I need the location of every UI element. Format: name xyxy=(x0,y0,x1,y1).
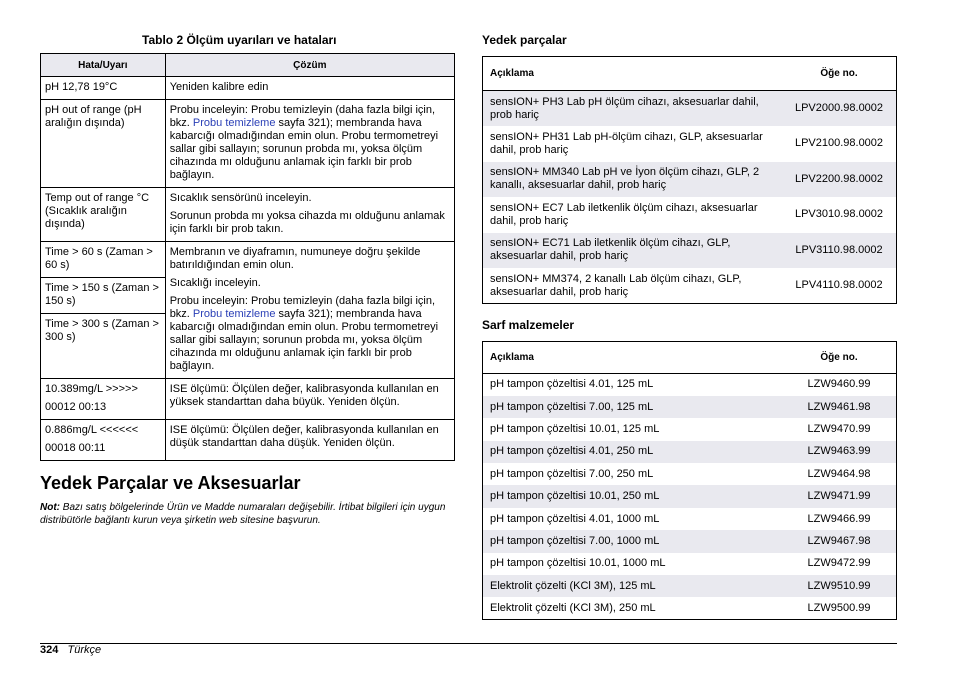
item-number-cell: LPV3010.98.0002 xyxy=(794,208,884,221)
table-row xyxy=(483,508,897,530)
item-number-cell: LZW9463.99 xyxy=(782,441,897,463)
error-cell xyxy=(41,420,166,461)
error-cell: Time > 60 s (Zaman > 60 s) xyxy=(41,242,165,278)
description-cell: pH tampon çözeltisi 7.00, 125 mL xyxy=(483,396,783,418)
description-cell: pH tampon çözeltisi 10.01, 250 mL xyxy=(483,485,783,507)
item-number-cell: LPV3110.98.0002 xyxy=(782,233,897,269)
error-timestamp: 00018 00:11 xyxy=(45,442,106,454)
column-header-description: Açıklama xyxy=(483,57,783,91)
table-row xyxy=(483,597,897,619)
table-row xyxy=(41,420,455,461)
table-row xyxy=(41,379,455,420)
column-header-item-no: Öğe no. xyxy=(782,57,897,91)
table-row xyxy=(483,485,897,507)
item-number-cell: LPV2200.98.0002 xyxy=(782,162,897,198)
error-cell: Time > 300 s (Zaman > 300 s) xyxy=(45,318,159,343)
spare-parts-title: Yedek parçalar xyxy=(482,33,567,47)
item-number-cell: LZW9467.98 xyxy=(782,530,897,552)
table-row xyxy=(483,233,897,269)
item-number-cell: LPV4110.98.0002 xyxy=(795,279,883,291)
solution-text: Probu inceleyin: Probu temizleyin (daha fazla bilgi için, bkz. xyxy=(169,104,436,129)
table-row xyxy=(483,91,897,127)
table-caption: Tablo 2 Ölçüm uyarıları ve hataları xyxy=(142,33,337,47)
description-cell: pH tampon çözeltisi 10.01, 1000 mL xyxy=(490,557,666,570)
errors-table xyxy=(40,53,455,461)
table-header-row xyxy=(483,342,897,374)
description-cell: pH tampon çözeltisi 7.00, 1000 mL xyxy=(483,530,783,552)
solution-cell xyxy=(165,100,454,188)
item-number-cell: LZW9464.98 xyxy=(807,467,871,480)
table-row xyxy=(483,162,897,198)
table-header-row xyxy=(41,54,455,77)
description-cell: pH tampon çözeltisi 7.00, 250 mL xyxy=(490,467,654,480)
item-number-cell: LPV2000.98.0002 xyxy=(782,91,897,127)
description-cell: sensION+ PH3 Lab pH ölçüm cihazı, aksesuarlar dahil, prob hariç xyxy=(483,91,783,127)
item-number-cell: LZW9470.99 xyxy=(807,422,871,435)
description-cell: sensION+ EC71 Lab iletkenlik ölçüm cihazı, GLP, aksesuarlar dahil, prob hariç xyxy=(483,233,783,269)
solution-cell: Yeniden kalibre edin xyxy=(165,77,454,100)
table-row xyxy=(483,418,897,440)
description-cell: sensION+ MM374, 2 kanallı Lab ölçüm cihazı, GLP, aksesuarlar dahil, prob hariç xyxy=(490,272,742,298)
item-number-cell: LPV2100.98.0002 xyxy=(794,137,884,150)
item-number-cell: LZW9500.99 xyxy=(807,601,871,614)
solution-text xyxy=(170,295,450,373)
column-header-solution: Çözüm xyxy=(165,54,454,77)
table-row xyxy=(483,530,897,552)
solution-text: Sıcaklık sensörünü inceleyin. xyxy=(169,192,312,204)
error-cell xyxy=(41,379,166,420)
table-row xyxy=(483,126,897,162)
table-row xyxy=(41,100,455,188)
description-cell: sensION+ EC7 Lab iletkenlik ölçüm cihazı, aksesuarlar dahil, prob hariç xyxy=(490,201,758,227)
solution-text: Membranın ve diyaframın, numuneye doğru şekilde batırıldığından emin olun. xyxy=(169,246,421,271)
description-cell: Elektrolit çözelti (KCl 3M), 125 mL xyxy=(483,575,783,597)
description-cell: pH tampon çözeltisi 4.01, 250 mL xyxy=(483,441,783,463)
error-cell: pH out of range (pH aralığın dışında) xyxy=(41,100,166,188)
consumables-title: Sarf malzemeler xyxy=(482,318,575,332)
item-number-cell: LZW9510.99 xyxy=(782,575,897,597)
error-timestamp: 00012 00:13 xyxy=(45,401,107,413)
solution-cell: ISE ölçümü: Ölçülen değer, kalibrasyonda kullanılan en düşük standarttan daha düşük. Yeniden ölçün. xyxy=(165,420,454,461)
note-text: Bazı satış bölgelerinde Ürün ve Madde numaraları değişebilir. İrtibat bilgileri için uygun distribütörle bağlantı kurun veya şirketin web sitesine başvurun. xyxy=(40,502,446,526)
table-row xyxy=(483,441,897,463)
solution-cell xyxy=(165,242,454,379)
table-row xyxy=(483,374,897,396)
column-header-description: Açıklama xyxy=(483,342,783,374)
description-cell: Elektrolit çözelti (KCl 3M), 250 mL xyxy=(490,601,656,614)
solution-cell: ISE ölçümü: Ölçülen değer, kalibrasyonda kullanılan en yüksek standarttan daha büyük. Yeniden ölçün. xyxy=(165,379,454,420)
item-number-cell: LZW9460.99 xyxy=(807,378,871,391)
column-header-error: Hata/Uyarı xyxy=(41,54,166,77)
solution-text: Sorunun probda mı yoksa cihazda mı olduğunu anlamak için farklı bir prob takın. xyxy=(169,210,445,235)
solution-cell xyxy=(165,188,454,242)
table-row xyxy=(41,242,455,379)
item-number-cell: LZW9466.99 xyxy=(807,512,871,525)
description-cell: pH tampon çözeltisi 4.01, 1000 mL xyxy=(490,512,660,525)
probe-cleaning-link[interactable]: Probu temizleme xyxy=(192,117,276,129)
error-cell: Temp out of range °C (Sıcaklık aralığın dışında) xyxy=(41,188,166,242)
section-title: Yedek Parçalar ve Aksesuarlar xyxy=(40,473,301,493)
description-cell: sensION+ PH31 Lab pH-ölçüm cihazı, GLP, aksesuarlar dahil, prob hariç xyxy=(490,130,763,156)
item-number-cell: LZW9472.99 xyxy=(807,557,871,570)
footer-language: Türkçe xyxy=(67,644,102,656)
description-cell: pH tampon çözeltisi 10.01, 125 mL xyxy=(490,422,660,435)
consumables-table xyxy=(482,341,897,620)
error-value: 0.886mg/L <<<<<< xyxy=(45,424,139,436)
note xyxy=(40,501,450,527)
footer-divider xyxy=(40,643,897,644)
table-row xyxy=(483,553,897,575)
table-row xyxy=(483,268,897,304)
table-header-row xyxy=(483,57,897,91)
description-cell: sensION+ MM340 Lab pH ve İyon ölçüm cihazı, GLP, 2 kanallı, aksesuarlar dahil, prob hariç xyxy=(483,162,783,198)
item-number-cell: LZW9471.99 xyxy=(782,485,897,507)
solution-text: sayfa 321); membranda hava kabarcığı olmadığından emin olun. Probu termometreyi sallar gibi sallayın; sorunun probda mı, yoksa ölçüm cihazında mı olduğunu anlamak için farklı bir prob bağlayın. xyxy=(169,117,439,181)
error-value: 10.389mg/L >>>>> xyxy=(45,383,138,395)
item-number-cell: LZW9461.98 xyxy=(782,396,897,418)
solution-text: Sıcaklığı inceleyin. xyxy=(169,277,261,289)
probe-cleaning-link[interactable]: Probu temizleme xyxy=(192,308,276,320)
table-row xyxy=(483,396,897,418)
error-cell: Time > 150 s (Zaman > 150 s) xyxy=(41,278,165,314)
table-row xyxy=(483,197,897,233)
table-row xyxy=(41,188,455,242)
description-cell: pH tampon çözeltisi 4.01, 125 mL xyxy=(490,378,654,391)
error-cell-group xyxy=(41,242,166,379)
error-cell: pH 12,78 19°C xyxy=(41,77,166,100)
note-label: Not: xyxy=(40,502,60,513)
table-row xyxy=(483,575,897,597)
solution-text-b: sayfa 321); membranda hava kabarcığı olmadığından emin olun. Probu termometreyi sallar gibi sallayın; sorunun probda mı, yoksa ölçüm cihazında mı olduğunu anlamak için farklı bir prob bağlayın. xyxy=(169,308,439,372)
column-header-item-no: Öğe no. xyxy=(782,342,897,374)
solution-text-a: Probu inceleyin: Probu temizleyin (daha fazla bilgi için, bkz. xyxy=(169,295,436,320)
page-number: 324 xyxy=(40,644,59,656)
table-row xyxy=(41,77,455,100)
spare-parts-table xyxy=(482,56,897,304)
footer xyxy=(40,644,101,656)
table-row xyxy=(483,463,897,485)
